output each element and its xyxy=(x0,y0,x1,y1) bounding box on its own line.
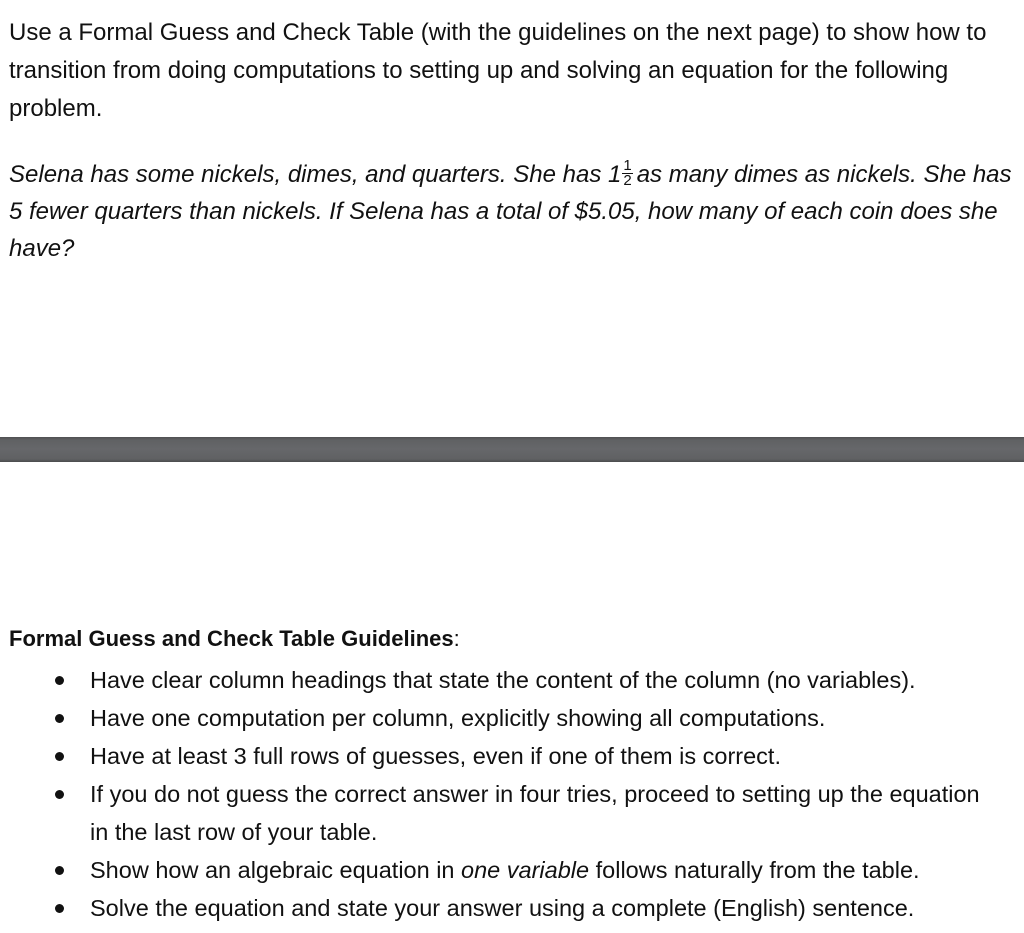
fraction-denominator: 2 xyxy=(623,172,632,190)
mixed-number-fraction xyxy=(622,159,632,188)
list-item xyxy=(0,661,990,699)
guideline-text-before: Show how an algebraic equation in xyxy=(90,857,462,883)
guidelines-list xyxy=(0,661,1024,927)
bullet-icon xyxy=(55,904,64,913)
problem-statement xyxy=(9,156,1014,267)
fraction-numerator: 1 xyxy=(623,157,632,175)
bullet-icon xyxy=(55,676,64,685)
list-item xyxy=(0,851,990,889)
guidelines-heading-text: Formal Guess and Check Table Guidelines xyxy=(9,626,454,651)
list-item xyxy=(0,889,990,927)
bullet-icon xyxy=(55,790,64,799)
guideline-text-after: follows naturally from the table. xyxy=(589,857,920,883)
list-item xyxy=(0,737,990,775)
guideline-text: Have clear column headings that state the content of the column (no variables). xyxy=(90,667,916,693)
guideline-text: Have one computation per column, explicitly showing all computations. xyxy=(90,705,826,731)
problem-text-part-1: Selena has some nickels, dimes, and quarters. She has 1 xyxy=(9,161,622,188)
guideline-text: Have at least 3 full rows of guesses, even if one of them is correct. xyxy=(90,743,781,769)
bullet-icon xyxy=(55,866,64,875)
bullet-icon xyxy=(55,714,64,723)
problem-text-part-2: as many dimes as nickels. She has 5 fewer quarters than nickels. If Selena has a total of $5.05, how many of each coin does she have? xyxy=(9,161,1012,262)
bullet-icon xyxy=(55,752,64,761)
guideline-text: Solve the equation and state your answer using a complete (English) sentence. xyxy=(90,895,915,921)
guidelines-heading xyxy=(9,624,460,654)
list-item xyxy=(0,699,990,737)
intro-paragraph: Use a Formal Guess and Check Table (with the guidelines on the next page) to show how to transition from doing computations to setting up and solving an equation for the following problem. xyxy=(9,19,987,122)
list-item xyxy=(0,775,990,851)
page-break-divider xyxy=(0,437,1024,462)
guidelines-heading-colon: : xyxy=(453,626,460,651)
guideline-text: If you do not guess the correct answer in four tries, proceed to setting up the equation in the last row of your table. xyxy=(90,781,980,845)
guideline-text-emphasis: one variable xyxy=(461,857,590,883)
